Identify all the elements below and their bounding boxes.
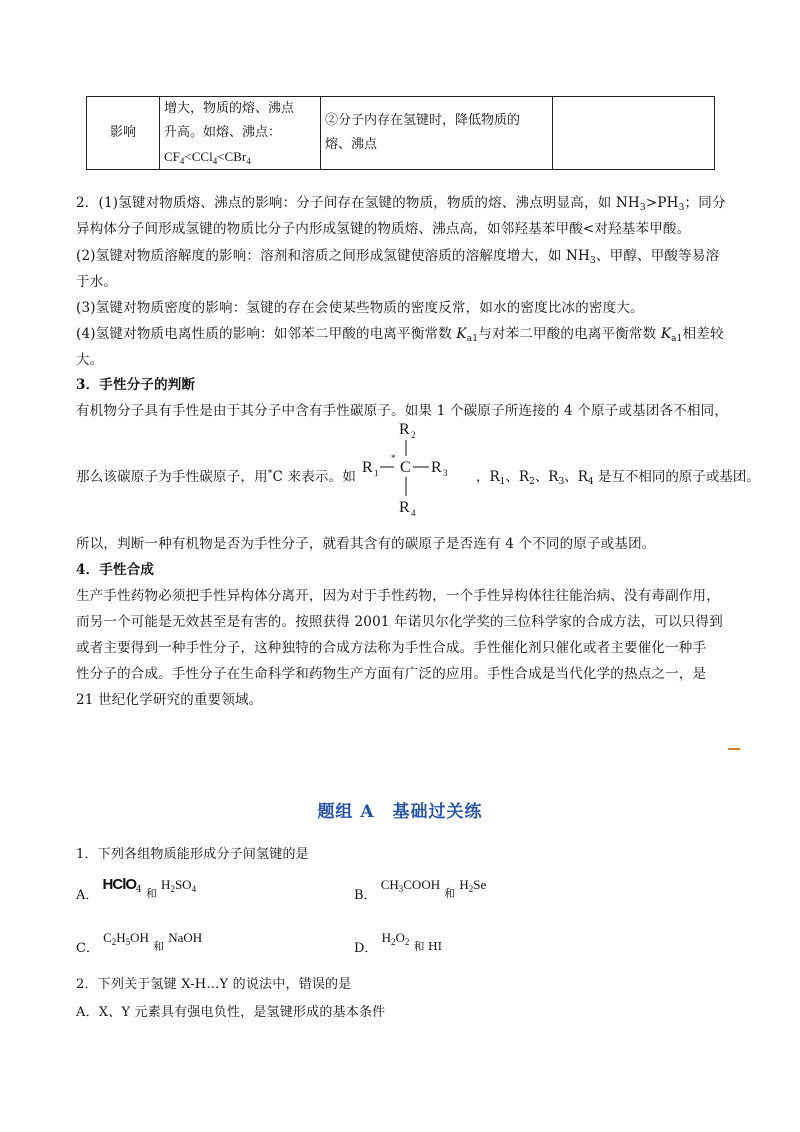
paragraph-line: 有机物分子具有手性是由于其分子中含有手性碳原子。如果 1 个碳原子所连接的 4 个原子或基团各不相同， <box>76 403 729 419</box>
paragraph-line: 异构体分子间形成氢键的物质比分子内形成氢键的物质熔、沸点高，如邻羟基苯甲酸<对羟基苯甲酸。 <box>76 221 691 237</box>
structure-label-r2: R <box>399 421 410 438</box>
paragraph-line: ，$R_1$、$R_2$、$R_3$、$R_4$ 是互不相同的原子或基团。 <box>476 469 760 487</box>
section-heading: 4．手性合成 <box>76 562 155 578</box>
option-d: D． $H_2O_2$ $_{和 HI}$ <box>354 930 442 956</box>
paragraph-line: (2)氢键对物质溶解度的影响：溶剂和溶质之间形成氢键使溶质的溶解度增大，如 $NH_3$、甲醇、甲酸等易溶 <box>76 248 720 266</box>
option-a: A． HClO$_4$ $_和$ $H_2SO_4$ <box>76 876 197 903</box>
table-cell-effect-intermolecular <box>160 97 321 170</box>
paragraph-line: 21 世纪化学研究的重要领域。 <box>76 692 263 708</box>
table-cell-line: 升高。如熔、沸点： <box>164 125 282 140</box>
question-1: 1．下列各组物质能形成分子间氢键的是 <box>76 847 309 862</box>
paragraph-line: 2．(1)氢键对物质熔、沸点的影响：分子间存在氢键的物质，物质的熔、沸点明显高，如 $NH_3>PH_3$；同分 <box>76 195 726 213</box>
paragraph-line: 性分子的合成。手性分子在生命科学和药物生产方面有广泛的应用。手性合成是当代化学的热点之一，是 <box>76 666 707 682</box>
svg-text:*: * <box>391 453 396 463</box>
comparison-table <box>86 96 715 170</box>
table-cell-effect-intramolecular <box>321 97 553 170</box>
paragraph-line: 生产手性药物必须把手性异构体分离开，因为对于手性药物，一个手性异构体往往能治病、没有毒副作用， <box>76 588 720 604</box>
svg-text:2: 2 <box>411 430 416 440</box>
accent-dash <box>728 748 740 750</box>
option-b: B． $CH_3COOH$ $_和$ $H_2Se$ <box>354 877 487 903</box>
paragraph-line: 那么该碳原子为手性碳原子，用*C 来表示。如 <box>76 469 357 485</box>
table-cell-line: 增大，物质的熔、沸点 <box>164 101 295 116</box>
question-2-option-a: A．X、Y 元素具有强电负性，是氢键形成的基本条件 <box>76 1005 386 1020</box>
chiral-carbon-structure <box>356 414 472 522</box>
svg-text:3: 3 <box>443 468 448 478</box>
structure-label-r3: R <box>431 459 442 476</box>
table-cell-empty <box>553 97 715 170</box>
paragraph-line: 或者主要得到一种手性分子，这种独特的合成方法称为手性合成。手性催化剂只催化或者主要催化一种手 <box>76 640 707 656</box>
paragraph-line: 而另一个可能是无效甚至是有害的。按照获得 2001 年诺贝尔化学奖的三位科学家的合成方法，可以只得到 <box>76 614 723 630</box>
structure-label-r1: R <box>362 459 373 476</box>
section-heading: 3．手性分子的判断 <box>76 377 196 393</box>
svg-text:4: 4 <box>411 508 416 518</box>
paragraph-line: (4)氢键对物质电离性质的影响：如邻苯二甲酸的电离平衡常数 $K_{a1}$与对苯二甲酸的电离平衡常数 $K_{a1}$相差较 <box>76 326 724 344</box>
option-c: C． $C_2H_5OH$ $_和$ NaOH <box>76 930 203 956</box>
paragraph-line: 大。 <box>76 352 104 368</box>
structure-label-carbon: C <box>400 459 411 476</box>
table-row-label: 影响 <box>87 97 160 170</box>
exercise-group-title: 题组 A 基础过关练 <box>317 802 483 822</box>
paragraph-line: 于水。 <box>76 274 118 290</box>
table-cell-line: 熔、沸点 <box>325 137 378 152</box>
paragraph-line: (3)氢键对物质密度的影响：氢键的存在会使某些物质的密度反常，如水的密度比冰的密度大。 <box>76 300 644 316</box>
question-2: 2．下列关于氢键 X-H…Y 的说法中，错误的是 <box>76 977 352 992</box>
table-cell-line: ②分子内存在氢键时，降低物质的 <box>325 113 521 128</box>
structure-label-r4: R <box>399 499 410 516</box>
table-cell-formula: $CF_4<CCl_4<CBr_4$ <box>164 149 251 166</box>
svg-text:1: 1 <box>374 468 379 478</box>
paragraph-line: 所以，判断一种有机物是否为手性分子，就看其含有的碳原子是否连有 4 个不同的原子或基团。 <box>76 536 656 552</box>
